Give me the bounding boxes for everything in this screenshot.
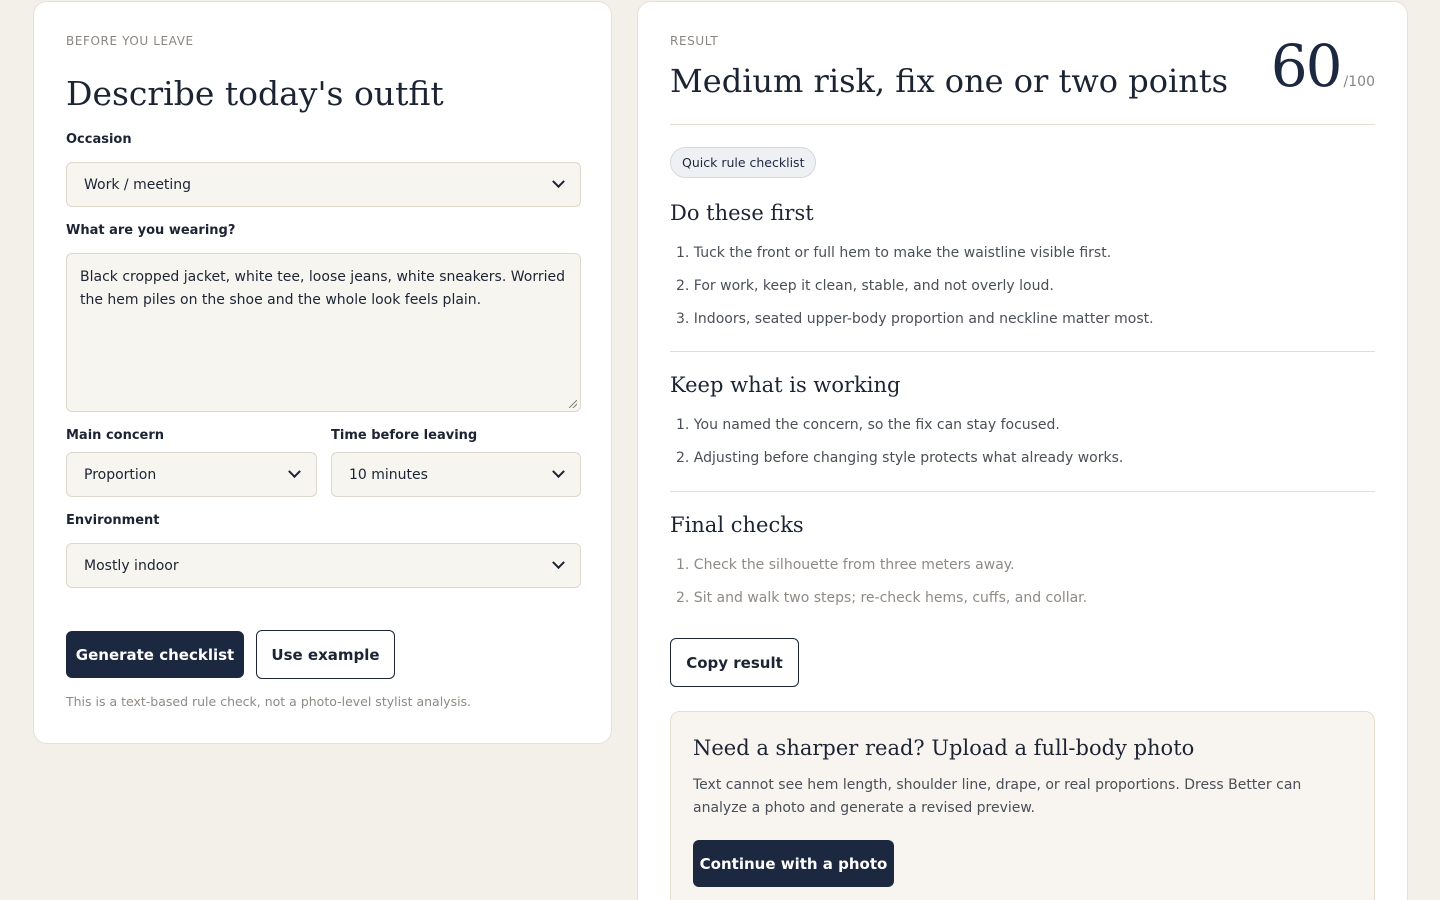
environment-label: Environment <box>66 513 160 528</box>
checklist-type-badge: Quick rule checklist <box>670 147 816 178</box>
photo-upsell-panel <box>670 711 1375 900</box>
occasion-select[interactable] <box>66 162 581 207</box>
copy-result-button[interactable]: Copy result <box>670 638 799 687</box>
time-value: 10 minutes <box>349 466 428 483</box>
list-item: 3. Indoors, seated upper-body proportion and neckline matter most. <box>676 311 1154 327</box>
form-title: Describe today's outfit <box>66 74 444 113</box>
continue-with-photo-button[interactable]: Continue with a photo <box>693 840 894 887</box>
section-title-do-first: Do these first <box>670 201 814 225</box>
time-label: Time before leaving <box>331 428 478 443</box>
outfit-form-card <box>33 1 612 744</box>
outfit-description-textarea[interactable] <box>66 253 581 412</box>
generate-checklist-button[interactable]: Generate checklist <box>66 631 244 678</box>
score-value: 60 <box>1270 32 1341 100</box>
environment-value: Mostly indoor <box>84 557 179 574</box>
do-first-list <box>676 243 1154 342</box>
upsell-body: Text cannot see hem length, shoulder line, drape, or real proportions. Dress Better can analyze a photo and generate a revised preview. <box>693 777 1302 816</box>
list-item: 2. Sit and walk two steps; re-check hems, cuffs, and collar. <box>676 590 1088 606</box>
disclaimer-note: This is a text-based rule check, not a photo-level stylist analysis. <box>66 694 472 709</box>
section-title-keep-working: Keep what is working <box>670 373 901 397</box>
form-eyebrow: BEFORE YOU LEAVE <box>66 34 194 48</box>
section-title-final-checks: Final checks <box>670 513 804 537</box>
keep-working-list <box>676 415 1123 481</box>
chevron-down-icon <box>288 465 301 478</box>
list-item: 1. Tuck the front or full hem to make the waistline visible first. <box>676 245 1112 261</box>
score-max: /100 <box>1343 74 1375 90</box>
occasion-value: Work / meeting <box>84 176 192 193</box>
final-checks-list <box>676 555 1087 621</box>
section-divider <box>670 491 1375 492</box>
use-example-button[interactable]: Use example <box>256 630 395 679</box>
wearing-label: What are you wearing? <box>66 223 236 238</box>
section-divider <box>670 351 1375 352</box>
list-item: 2. For work, keep it clean, stable, and not overly loud. <box>676 278 1054 294</box>
environment-select[interactable] <box>66 543 581 588</box>
result-eyebrow: RESULT <box>670 34 719 48</box>
header-divider <box>670 124 1375 125</box>
list-item: 1. Check the silhouette from three meters away. <box>676 557 1015 573</box>
concern-select[interactable] <box>66 452 317 497</box>
upsell-title: Need a sharper read? Upload a full-body photo <box>693 736 1195 760</box>
concern-value: Proportion <box>84 466 157 483</box>
time-select[interactable] <box>331 452 581 497</box>
chevron-down-icon <box>552 465 565 478</box>
score-display <box>1271 32 1375 100</box>
list-item: 2. Adjusting before changing style protects what already works. <box>676 450 1124 466</box>
chevron-down-icon <box>552 175 565 188</box>
result-card <box>637 1 1408 900</box>
chevron-down-icon <box>552 556 565 569</box>
outfit-description-text: Black cropped jacket, white tee, loose jeans, white sneakers. Worried the hem piles on the shoe and the whole look feels plain. <box>80 269 565 308</box>
result-title: Medium risk, fix one or two points <box>670 62 1229 100</box>
occasion-label: Occasion <box>66 132 132 147</box>
resize-handle-icon[interactable] <box>569 400 577 408</box>
list-item: 1. You named the concern, so the fix can stay focused. <box>676 417 1060 433</box>
concern-label: Main concern <box>66 428 165 443</box>
